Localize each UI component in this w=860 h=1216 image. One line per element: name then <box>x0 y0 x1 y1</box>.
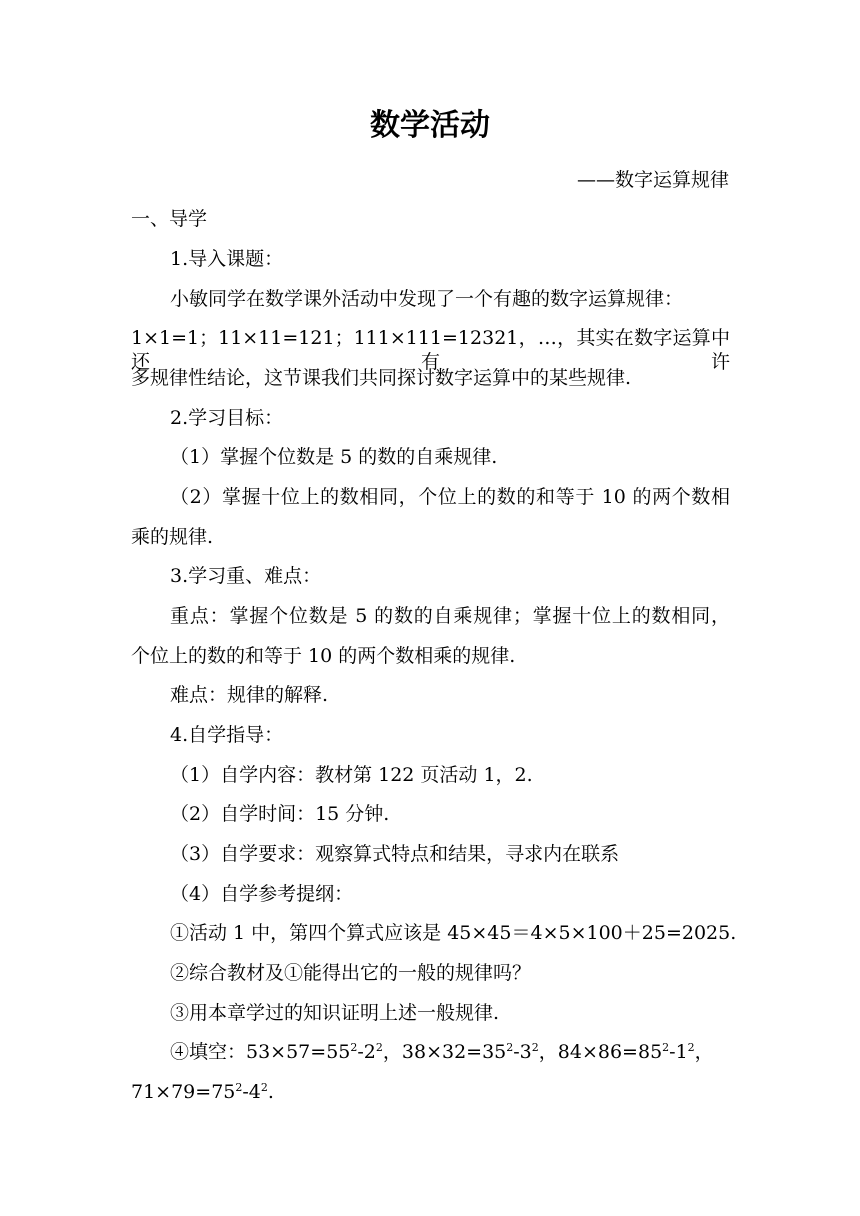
list-item: （2）自学时间：15 分钟. <box>170 803 390 825</box>
text-run: -4 <box>242 1081 261 1103</box>
list-item: ③用本章学过的知识证明上述一般规律. <box>170 1002 500 1024</box>
list-item: （4）自学参考提纲： <box>170 883 354 905</box>
paragraph-line: 1×1=1；11×11=121；111×111=12321，…，其实在数字运算中还有许 <box>131 327 730 373</box>
list-item: （2）掌握十位上的数相同，个位上的数的和等于 10 的两个数相 <box>170 486 730 508</box>
subheading-guide: 4.自学指导： <box>170 724 284 746</box>
subheading-keypoints: 3.学习重、难点： <box>170 565 322 587</box>
paragraph-line: 难点：规律的解释. <box>170 684 329 706</box>
superscript: 2 <box>662 1041 670 1054</box>
list-item-fill-blank-continuation <box>131 1080 274 1104</box>
paragraph-line: 重点：掌握个位数是 5 的数的自乘规律；掌握十位上的数相同， <box>170 605 730 627</box>
list-item: （1）自学内容：教材第 122 页活动 1，2. <box>170 764 533 786</box>
page-title: 数学活动 <box>370 108 490 143</box>
subheading-goals: 2.学习目标： <box>170 407 284 429</box>
superscript: 2 <box>235 1081 243 1094</box>
text-run: . <box>267 1081 274 1103</box>
list-item: （1）掌握个位数是 5 的数的自乘规律. <box>170 446 498 468</box>
paragraph-line: 多规律性结论，这节课我们共同探讨数字运算中的某些规律. <box>131 367 632 389</box>
superscript: 2 <box>531 1041 539 1054</box>
text-run: -2 <box>357 1041 376 1063</box>
superscript: 2 <box>506 1041 514 1054</box>
list-item-continuation: 乘的规律. <box>131 526 214 548</box>
section-heading: 一、导学 <box>131 208 208 230</box>
list-item-fill-blank <box>170 1040 714 1064</box>
text-run: -3 <box>513 1041 532 1063</box>
list-item: ①活动 1 中，第四个算式应该是 45×45＝4×5×100＋25=2025. <box>170 922 737 944</box>
superscript: 2 <box>260 1081 268 1094</box>
paragraph-line: 小敏同学在数学课外活动中发现了一个有趣的数字运算规律： <box>170 288 684 310</box>
superscript: 2 <box>350 1041 358 1054</box>
text-run: ，38×32=35 <box>382 1041 507 1063</box>
list-item: ②综合教材及①能得出它的一般的规律吗？ <box>170 962 532 984</box>
list-item: （3）自学要求：观察算式特点和结果，寻求内在联系 <box>170 843 620 865</box>
subheading-intro: 1.导入课题： <box>170 248 284 270</box>
superscript: 2 <box>375 1041 383 1054</box>
text-run: 71×79=75 <box>131 1081 236 1103</box>
text-run: -1 <box>669 1041 688 1063</box>
text-run: ④填空：53×57=55 <box>170 1041 351 1063</box>
page-subtitle: ——数字运算规律 <box>576 169 729 191</box>
text-run: ， <box>694 1041 714 1063</box>
paragraph-line: 个位上的数的和等于 10 的两个数相乘的规律. <box>131 645 516 667</box>
superscript: 2 <box>687 1041 695 1054</box>
text-run: ，84×86=85 <box>538 1041 663 1063</box>
